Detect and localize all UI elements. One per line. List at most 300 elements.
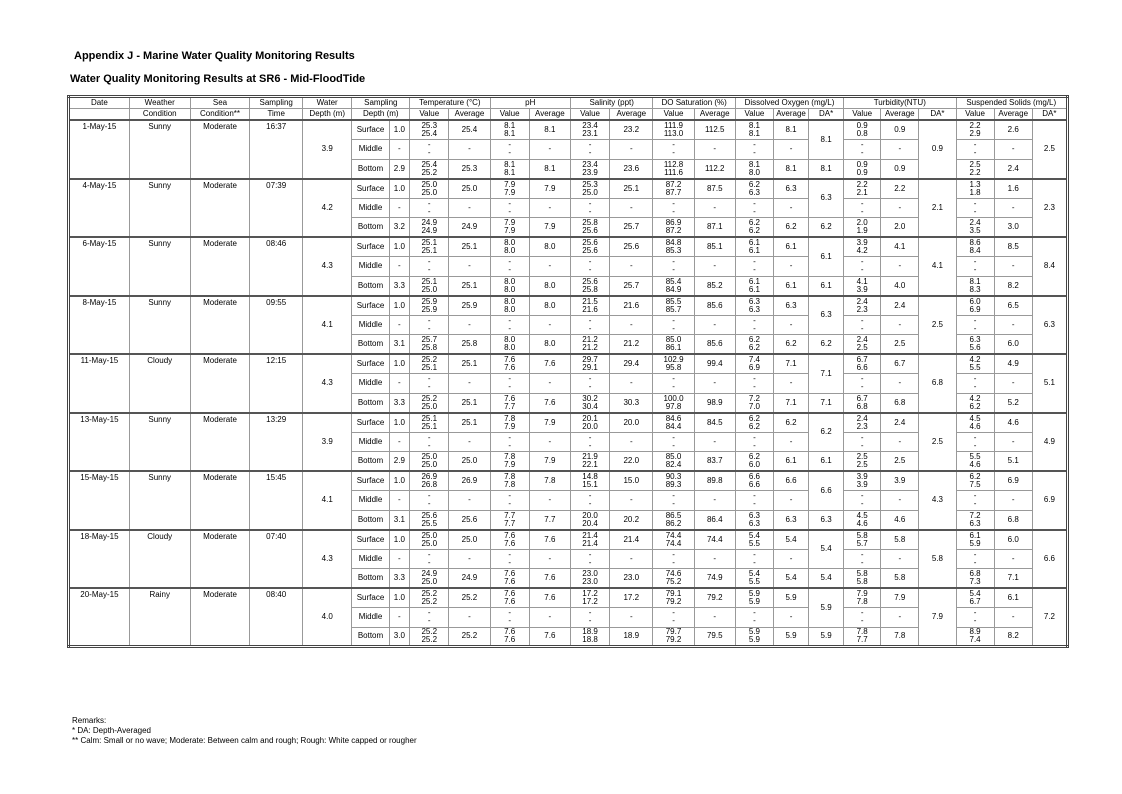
do-saturation-value-reading: 86.2 <box>665 518 682 528</box>
suspended-solids-da: 6.6 <box>1032 530 1067 589</box>
salinity-value <box>570 315 609 335</box>
suspended-solids-value <box>956 627 994 647</box>
sampling-depth-cell: 1.0 <box>389 354 410 374</box>
hdr-da: DA* <box>919 109 956 121</box>
salinity-average: 17.2 <box>610 588 653 608</box>
turbidity-value-reading: 0.9 <box>856 167 868 177</box>
sea-condition-cell: Moderate <box>190 354 250 413</box>
salinity-value <box>570 374 609 394</box>
hdr-date: Date <box>69 97 130 109</box>
do-saturation-average: 85.6 <box>694 335 735 355</box>
turbidity-da: 2.1 <box>919 179 956 238</box>
ph-value-reading: 8.0 <box>504 238 516 247</box>
turbidity-value-reading: 1.9 <box>856 226 868 235</box>
turbidity-average: - <box>881 315 919 335</box>
do-saturation-value-reading: 86.1 <box>665 343 682 352</box>
ph-average: - <box>529 198 570 218</box>
ph-average: 8.0 <box>529 237 570 257</box>
do-saturation-value-reading: 97.8 <box>665 401 682 411</box>
suspended-solids-da: 5.1 <box>1032 354 1067 413</box>
water-quality-table <box>67 95 1069 648</box>
temperature-value-reading: - <box>427 440 431 450</box>
turbidity-value-reading: 0.9 <box>856 159 868 169</box>
temperature-average: 25.4 <box>449 120 490 140</box>
dissolved-oxygen-value-reading: 7.0 <box>748 401 760 411</box>
ph-value <box>490 237 529 257</box>
sampling-level-cell: Surface <box>352 588 389 608</box>
suspended-solids-value <box>956 374 994 394</box>
ph-average: 8.0 <box>529 296 570 316</box>
suspended-solids-value-reading: - <box>973 499 977 509</box>
do-saturation-value-reading: 79.1 <box>665 589 682 598</box>
turbidity-value-reading: 4.2 <box>856 246 868 255</box>
ph-average: - <box>529 140 570 160</box>
ph-value-reading: 7.6 <box>504 589 516 598</box>
ph-value <box>490 510 529 530</box>
suspended-solids-average: - <box>994 549 1032 569</box>
ph-value-reading: 8.0 <box>504 296 516 306</box>
dissolved-oxygen-value-reading: - <box>753 257 756 267</box>
ph-average: 7.6 <box>529 627 570 647</box>
ph-value-reading: 7.9 <box>504 226 516 235</box>
do-saturation-value <box>653 179 694 199</box>
turbidity-average: 2.2 <box>881 179 919 199</box>
dissolved-oxygen-value-reading: - <box>753 440 756 450</box>
ph-value <box>490 432 529 452</box>
ph-value-reading: 7.6 <box>504 569 516 578</box>
salinity-value-reading: 25.0 <box>582 187 598 197</box>
hdr-dissolved-oxygen: Dissolved Oxygen (mg/L) <box>735 97 843 109</box>
remark-line: ** Calm: Small or no wave; Moderate: Between calm and rough; Rough: White capped or rougher <box>72 736 417 745</box>
ph-average: 7.6 <box>529 393 570 413</box>
suspended-solids-value-reading: 5.5 <box>969 452 981 461</box>
salinity-value-reading: 17.2 <box>582 589 598 598</box>
sampling-level-cell: Bottom <box>352 510 389 530</box>
do-saturation-value <box>653 413 694 433</box>
table-row <box>69 530 1068 550</box>
ph-value-reading: - <box>508 549 511 559</box>
dissolved-oxygen-value-reading: 6.3 <box>748 518 760 528</box>
temperature-value-reading: 25.2 <box>421 635 438 645</box>
table-row <box>69 413 1068 433</box>
salinity-average: 21.2 <box>610 335 653 355</box>
salinity-value-reading: 25.6 <box>582 246 598 255</box>
date-cell: 20-May-15 <box>69 588 130 647</box>
salinity-value-reading: 21.2 <box>582 335 598 344</box>
suspended-solids-average: - <box>994 491 1032 511</box>
hdr-sampling-time: Sampling <box>250 97 303 109</box>
turbidity-average: - <box>881 491 919 511</box>
salinity-value <box>570 608 609 628</box>
suspended-solids-average: - <box>994 257 1032 277</box>
turbidity-value <box>844 296 881 316</box>
ph-value <box>490 335 529 355</box>
dissolved-oxygen-average: 6.3 <box>774 296 809 316</box>
ph-average: 7.6 <box>529 569 570 589</box>
dissolved-oxygen-average: 5.4 <box>774 569 809 589</box>
temperature-value <box>410 374 449 394</box>
sea-condition-cell: Moderate <box>190 530 250 589</box>
do-saturation-value-reading: 74.4 <box>665 530 682 540</box>
turbidity-value-reading: - <box>860 140 864 150</box>
ph-value <box>490 588 529 608</box>
salinity-value <box>570 120 609 140</box>
ph-value-reading: - <box>508 374 511 384</box>
do-saturation-value-reading: - <box>672 315 675 325</box>
dissolved-oxygen-value-reading: 6.6 <box>748 480 760 489</box>
dissolved-oxygen-value <box>735 452 773 472</box>
sampling-level-cell: Middle <box>352 315 389 335</box>
suspended-solids-value-reading: 2.5 <box>969 159 981 169</box>
sampling-level-cell: Middle <box>352 491 389 511</box>
sea-condition-cell: Moderate <box>190 413 250 472</box>
turbidity-value-reading: 3.9 <box>856 284 868 294</box>
date-cell: 13-May-15 <box>69 413 130 472</box>
suspended-solids-value-reading: 4.6 <box>969 421 981 431</box>
dissolved-oxygen-value-reading: 6.2 <box>748 218 760 227</box>
salinity-value-reading: - <box>588 323 592 333</box>
salinity-value-reading: 21.4 <box>582 530 598 540</box>
salinity-average: - <box>610 491 653 511</box>
sampling-level-cell: Middle <box>352 198 389 218</box>
ph-value-reading: 7.6 <box>504 538 516 548</box>
hdr-average: Average <box>610 109 653 121</box>
dissolved-oxygen-value-reading: 6.2 <box>748 421 760 431</box>
turbidity-value-reading: - <box>860 432 864 442</box>
suspended-solids-value-reading: 5.6 <box>969 343 981 352</box>
salinity-value-reading: - <box>588 616 592 626</box>
ph-value-reading: - <box>508 491 511 501</box>
turbidity-average: - <box>881 432 919 452</box>
ph-value <box>490 218 529 238</box>
ph-value-reading: 7.7 <box>504 518 516 528</box>
salinity-value <box>570 218 609 238</box>
table-row <box>69 296 1068 316</box>
do-saturation-average: 99.4 <box>694 354 735 374</box>
do-saturation-value-reading: - <box>672 265 675 275</box>
turbidity-da: 2.5 <box>919 296 956 355</box>
dissolved-oxygen-da-bottom: 5.4 <box>809 569 844 589</box>
ph-value-reading: 7.8 <box>504 472 516 481</box>
dissolved-oxygen-average: - <box>774 257 809 277</box>
do-saturation-value-reading: 102.9 <box>663 355 684 364</box>
dissolved-oxygen-value-reading: 6.1 <box>748 238 760 247</box>
temperature-average: 25.8 <box>449 335 490 355</box>
ph-average: 8.1 <box>529 120 570 140</box>
suspended-solids-average: 6.0 <box>994 530 1032 550</box>
weather-cell: Cloudy <box>129 530 190 589</box>
sampling-time-cell: 08:40 <box>250 588 303 647</box>
ph-value <box>490 276 529 296</box>
sampling-depth-cell: 3.2 <box>389 218 410 238</box>
suspended-solids-average: - <box>994 374 1032 394</box>
temperature-average: 25.1 <box>449 413 490 433</box>
dissolved-oxygen-value-reading: 5.4 <box>748 569 760 578</box>
do-saturation-value-reading: 90.3 <box>665 472 682 481</box>
do-saturation-value-reading: 75.2 <box>665 577 682 586</box>
do-saturation-value <box>653 569 694 589</box>
suspended-solids-value <box>956 218 994 238</box>
turbidity-da: 4.1 <box>919 237 956 296</box>
dissolved-oxygen-value <box>735 549 773 569</box>
dissolved-oxygen-value-reading: 5.5 <box>748 538 760 548</box>
suspended-solids-value-reading: 2.4 <box>969 218 981 227</box>
dissolved-oxygen-value-reading: 8.1 <box>748 121 760 130</box>
salinity-average: 23.2 <box>610 120 653 140</box>
ph-value-reading: - <box>508 198 511 208</box>
turbidity-average: - <box>881 549 919 569</box>
suspended-solids-da: 7.2 <box>1032 588 1067 647</box>
suspended-solids-average: - <box>994 432 1032 452</box>
salinity-value-reading: 20.4 <box>582 518 598 528</box>
table-title: Water Quality Monitoring Results at SR6 - Mid-FloodTide <box>70 73 366 85</box>
temperature-average: 24.9 <box>449 569 490 589</box>
ph-value-reading: 7.9 <box>504 460 516 469</box>
weather-cell: Rainy <box>129 588 190 647</box>
temperature-average: 26.9 <box>449 471 490 491</box>
ph-average: 7.9 <box>529 413 570 433</box>
suspended-solids-average: 6.8 <box>994 510 1032 530</box>
sampling-level-cell: Bottom <box>352 627 389 647</box>
temperature-average: 25.2 <box>449 627 490 647</box>
turbidity-value <box>844 471 881 491</box>
suspended-solids-value-reading: - <box>973 323 977 333</box>
suspended-solids-average: 6.0 <box>994 335 1032 355</box>
suspended-solids-value-reading: 8.4 <box>969 246 981 255</box>
sampling-depth-cell: 1.0 <box>389 237 410 257</box>
dissolved-oxygen-da: 6.1 <box>809 237 844 276</box>
turbidity-value-reading: 2.4 <box>856 413 868 423</box>
ph-value-reading: 8.0 <box>504 246 516 255</box>
weather-cell: Sunny <box>129 471 190 530</box>
do-saturation-value-reading: 84.4 <box>665 421 682 431</box>
sampling-level-cell: Middle <box>352 257 389 277</box>
dissolved-oxygen-value-reading: - <box>753 265 756 275</box>
ph-value-reading: 8.1 <box>504 167 516 177</box>
ph-value <box>490 354 529 374</box>
temperature-value-reading: 25.2 <box>421 627 438 637</box>
sampling-level-cell: Middle <box>352 549 389 569</box>
turbidity-value-reading: - <box>860 440 864 450</box>
turbidity-value-reading: - <box>860 265 864 275</box>
ph-value-reading: 7.6 <box>504 393 516 403</box>
turbidity-average: 2.5 <box>881 335 919 355</box>
salinity-value <box>570 530 609 550</box>
remarks-title: Remarks: <box>72 716 107 725</box>
dissolved-oxygen-value-reading: - <box>753 206 756 216</box>
hdr-water-depth: Water <box>302 97 351 109</box>
sampling-level-cell: Surface <box>352 530 389 550</box>
dissolved-oxygen-value-reading: - <box>753 557 756 567</box>
do-saturation-value-reading: 85.0 <box>665 452 682 461</box>
do-saturation-value-reading: 86.9 <box>665 218 682 227</box>
do-saturation-value <box>653 276 694 296</box>
suspended-solids-average: 8.2 <box>994 627 1032 647</box>
hdr-ph: pH <box>490 97 570 109</box>
do-saturation-value-reading: - <box>672 148 675 158</box>
dissolved-oxygen-value-reading: 6.2 <box>748 179 760 189</box>
hdr-temperature: Temperature (°C) <box>410 97 490 109</box>
ph-value-reading: 8.0 <box>504 284 516 294</box>
salinity-value-reading: - <box>588 382 592 392</box>
sampling-depth-cell: 1.0 <box>389 588 410 608</box>
temperature-value-reading: 26.9 <box>421 472 438 481</box>
turbidity-value-reading: - <box>860 315 864 325</box>
temperature-value-reading: - <box>427 432 431 442</box>
suspended-solids-average: 4.9 <box>994 354 1032 374</box>
dissolved-oxygen-da-bottom: 6.2 <box>809 218 844 238</box>
temperature-value <box>410 335 449 355</box>
ph-value <box>490 296 529 316</box>
turbidity-value-reading: - <box>860 608 864 618</box>
hdr-turbidity: Turbidity(NTU) <box>844 97 956 109</box>
do-saturation-value-reading: - <box>672 323 675 333</box>
salinity-value <box>570 140 609 160</box>
temperature-value <box>410 296 449 316</box>
dissolved-oxygen-value <box>735 335 773 355</box>
salinity-average: - <box>610 140 653 160</box>
sampling-time-cell: 12:15 <box>250 354 303 413</box>
suspended-solids-value-reading: 6.9 <box>969 304 981 314</box>
temperature-value-reading: 25.2 <box>421 167 438 177</box>
do-saturation-value <box>653 335 694 355</box>
suspended-solids-average: 6.9 <box>994 471 1032 491</box>
temperature-value-reading: 25.2 <box>421 355 438 364</box>
sampling-depth-cell: 1.0 <box>389 120 410 140</box>
turbidity-value <box>844 159 881 179</box>
turbidity-value-reading: - <box>860 323 864 333</box>
water-depth-cell: 4.3 <box>302 354 351 413</box>
ph-value-reading: 7.6 <box>504 597 516 606</box>
do-saturation-value <box>653 159 694 179</box>
dissolved-oxygen-value <box>735 218 773 238</box>
temperature-average: - <box>449 140 490 160</box>
salinity-average: 23.6 <box>610 159 653 179</box>
turbidity-value-reading: - <box>860 148 864 158</box>
suspended-solids-value <box>956 140 994 160</box>
sampling-time-cell: 13:29 <box>250 413 303 472</box>
water-depth-cell: 3.9 <box>302 413 351 472</box>
turbidity-value <box>844 218 881 238</box>
suspended-solids-value-reading: - <box>973 440 977 450</box>
suspended-solids-value-reading: 7.3 <box>969 577 981 586</box>
turbidity-average: 4.0 <box>881 276 919 296</box>
do-saturation-average: 85.6 <box>694 296 735 316</box>
hdr-suspended-solids: Suspended Solids (mg/L) <box>956 97 1068 109</box>
dissolved-oxygen-da-bottom: 6.1 <box>809 452 844 472</box>
do-saturation-average: 84.5 <box>694 413 735 433</box>
dissolved-oxygen-value-reading: 6.2 <box>748 452 760 461</box>
ph-value <box>490 393 529 413</box>
sampling-depth-cell: - <box>389 491 410 511</box>
do-saturation-value <box>653 218 694 238</box>
suspended-solids-value-reading: - <box>973 491 977 501</box>
suspended-solids-value-reading: 8.1 <box>969 276 981 286</box>
suspended-solids-value-reading: - <box>973 432 977 442</box>
salinity-average: - <box>610 549 653 569</box>
suspended-solids-value-reading: - <box>973 265 977 275</box>
temperature-value <box>410 315 449 335</box>
salinity-average: - <box>610 315 653 335</box>
sampling-depth-cell: 1.0 <box>389 179 410 199</box>
temperature-value <box>410 608 449 628</box>
ph-average: - <box>529 608 570 628</box>
ph-value-reading: 7.9 <box>504 218 516 227</box>
dissolved-oxygen-average: - <box>774 432 809 452</box>
turbidity-da: 7.9 <box>919 588 956 647</box>
hdr-value: Value <box>410 109 449 121</box>
salinity-value-reading: - <box>588 491 592 501</box>
dissolved-oxygen-value-reading: 6.3 <box>748 510 760 520</box>
turbidity-value <box>844 120 881 140</box>
temperature-value <box>410 276 449 296</box>
turbidity-value-reading: 2.3 <box>856 421 868 431</box>
dissolved-oxygen-average: 6.6 <box>774 471 809 491</box>
temperature-value-reading: 25.0 <box>421 538 438 548</box>
do-saturation-average: 79.5 <box>694 627 735 647</box>
turbidity-average: 0.9 <box>881 120 919 140</box>
do-saturation-value <box>653 432 694 452</box>
do-saturation-value-reading: - <box>672 549 675 559</box>
do-saturation-value-reading: - <box>672 491 675 501</box>
salinity-value-reading: - <box>588 608 592 618</box>
salinity-value <box>570 354 609 374</box>
dissolved-oxygen-value <box>735 315 773 335</box>
date-cell: 6-May-15 <box>69 237 130 296</box>
suspended-solids-value <box>956 315 994 335</box>
date-cell: 4-May-15 <box>69 179 130 238</box>
dissolved-oxygen-value <box>735 140 773 160</box>
suspended-solids-value <box>956 276 994 296</box>
suspended-solids-value <box>956 471 994 491</box>
turbidity-average: 6.7 <box>881 354 919 374</box>
dissolved-oxygen-value <box>735 198 773 218</box>
suspended-solids-value-reading: 6.3 <box>969 518 981 528</box>
hdr-sampling-depth: Sampling <box>352 97 410 109</box>
turbidity-value <box>844 588 881 608</box>
suspended-solids-value <box>956 198 994 218</box>
dissolved-oxygen-value-reading: 7.2 <box>748 393 760 403</box>
ph-value-reading: 8.1 <box>504 159 516 169</box>
salinity-value-reading: 25.8 <box>582 284 598 294</box>
dissolved-oxygen-value <box>735 296 773 316</box>
suspended-solids-value-reading: 5.5 <box>969 363 981 372</box>
water-depth-cell: 4.1 <box>302 296 351 355</box>
suspended-solids-da: 2.5 <box>1032 120 1067 179</box>
salinity-average: 25.6 <box>610 237 653 257</box>
turbidity-value <box>844 569 881 589</box>
suspended-solids-value-reading: 6.3 <box>969 335 981 344</box>
ph-value-reading: - <box>508 148 511 158</box>
salinity-value-reading: 20.1 <box>582 413 598 423</box>
turbidity-value-reading: 2.5 <box>856 343 868 352</box>
ph-value <box>490 452 529 472</box>
sampling-time-cell: 07:40 <box>250 530 303 589</box>
turbidity-value-reading: 4.6 <box>856 518 868 528</box>
weather-cell: Sunny <box>129 413 190 472</box>
sea-condition-cell: Moderate <box>190 179 250 238</box>
temperature-value-reading: - <box>427 499 431 509</box>
ph-value-reading: - <box>508 257 511 267</box>
turbidity-da: 4.3 <box>919 471 956 530</box>
ph-value-reading: 7.7 <box>504 401 516 411</box>
salinity-average: - <box>610 198 653 218</box>
sea-condition-cell: Moderate <box>190 588 250 647</box>
sampling-level-cell: Surface <box>352 237 389 257</box>
dissolved-oxygen-average: 5.9 <box>774 588 809 608</box>
salinity-value-reading: - <box>588 440 592 450</box>
suspended-solids-average: - <box>994 608 1032 628</box>
